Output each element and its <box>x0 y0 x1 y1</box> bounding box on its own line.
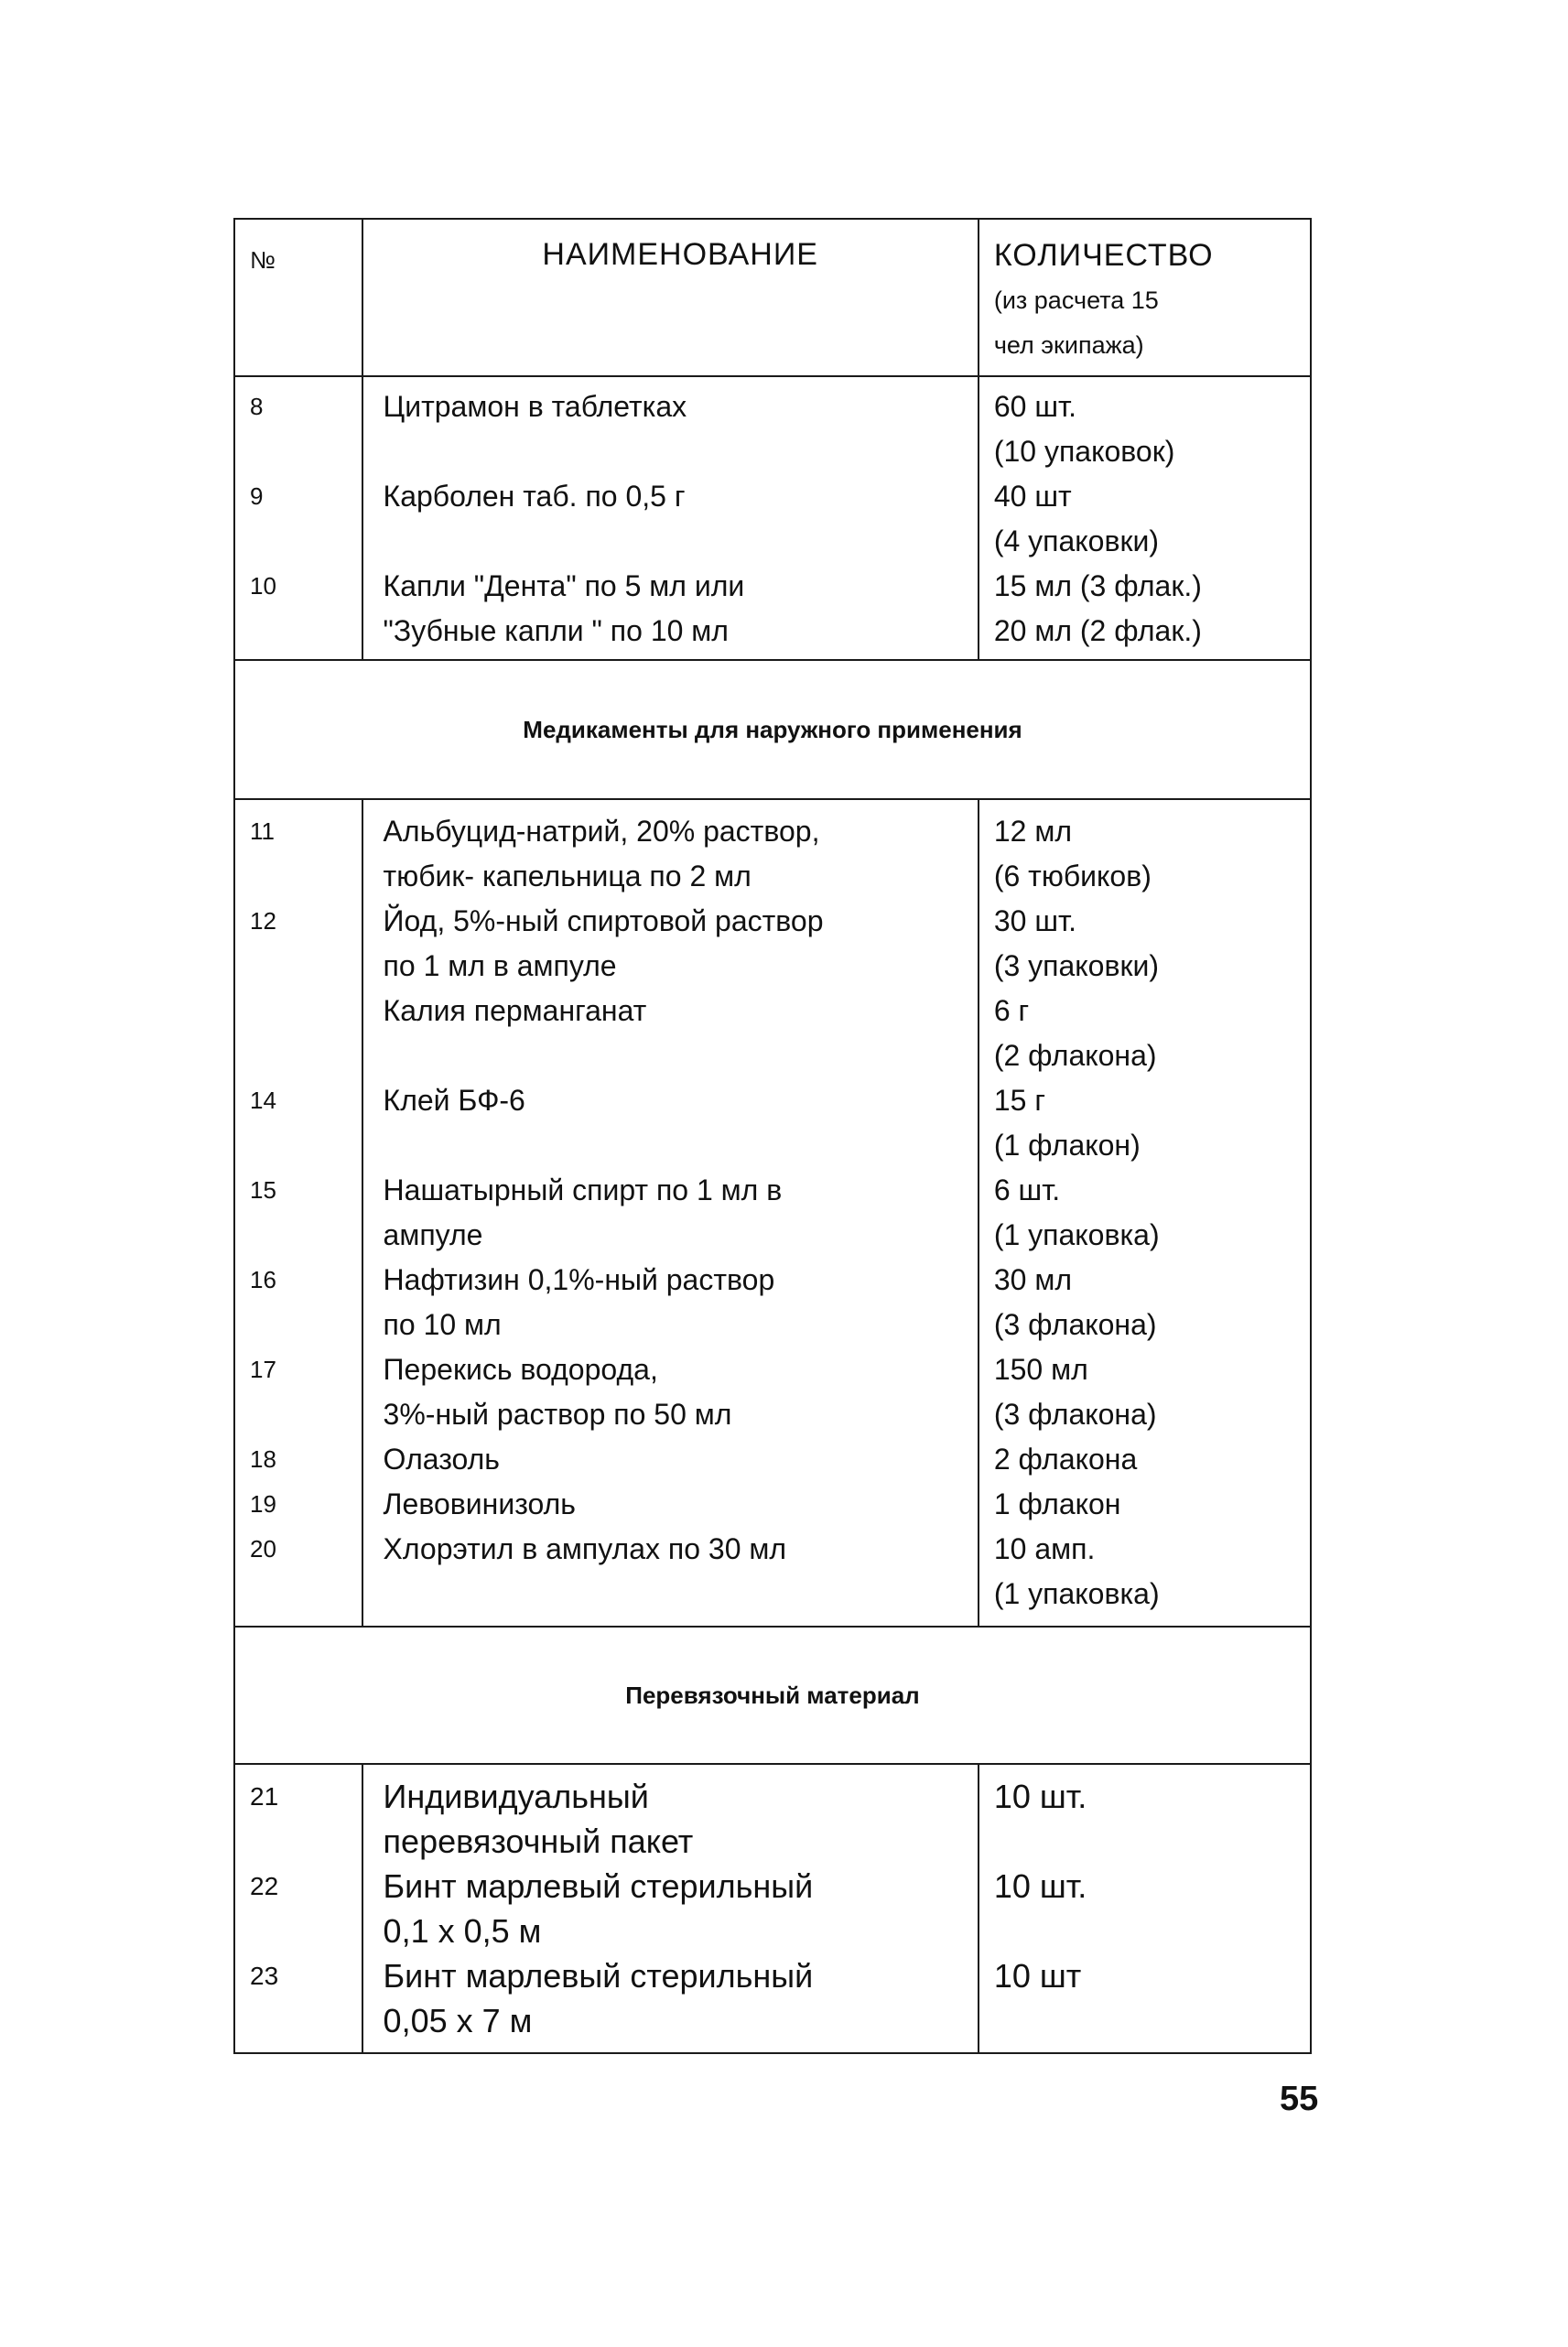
item-name-line <box>384 519 978 564</box>
item-quantity-line: 30 шт. <box>993 904 1076 937</box>
item-name-line: Олазоль <box>383 1443 500 1476</box>
item-number: 22 <box>250 1872 279 1900</box>
item-quantity-line: 15 мл (3 флак.) <box>993 569 1202 602</box>
item-name-line: Калия перманганат <box>383 994 647 1027</box>
item-name-line: Карболен таб. по 0,5 г <box>383 480 686 513</box>
table-header-row <box>234 219 1311 376</box>
item-name-line: Цитрамон в таблетках <box>383 390 687 423</box>
item-quantity-line: 6 шт. <box>993 1174 1061 1206</box>
table-row-group-1 <box>234 376 1311 660</box>
item-number: 19 <box>250 1490 276 1518</box>
item-quantity-line: 12 мл <box>993 815 1072 848</box>
item-quantity-line: (1 упаковка) <box>993 1218 1160 1251</box>
item-quantity-line: (1 упаковка) <box>993 1577 1160 1610</box>
item-quantity-line: 2 флакона <box>993 1443 1138 1476</box>
item-number: 21 <box>250 1782 279 1811</box>
item-number <box>250 1213 362 1258</box>
header-quantity-title: КОЛИЧЕСТВО <box>993 238 1214 273</box>
item-quantity-line: (10 упаковок) <box>993 435 1175 468</box>
item-name-line: Альбуцид-натрий, 20% раствор, <box>383 815 820 848</box>
item-quantity-line: 10 шт. <box>993 1867 1087 1905</box>
item-number <box>250 1303 362 1347</box>
item-number: 14 <box>250 1087 276 1114</box>
item-name-line <box>384 1033 978 1078</box>
section-row-dressing <box>234 1627 1311 1764</box>
item-quantity-line: 10 шт <box>993 1957 1082 1995</box>
item-quantity-line: 6 г <box>993 994 1030 1027</box>
header-quantity <box>979 219 1311 376</box>
item-number: 18 <box>250 1445 276 1473</box>
item-number <box>250 1392 362 1437</box>
item-number: 8 <box>250 393 264 420</box>
item-quantity-line: 1 флакон <box>993 1487 1121 1520</box>
item-quantity-line: (3 флакона) <box>993 1398 1157 1431</box>
item-quantity-line: (1 флакон) <box>993 1129 1141 1162</box>
item-quantity-line: (2 флакона) <box>993 1039 1157 1072</box>
item-name-line: Нашатырный спирт по 1 мл в <box>383 1174 783 1206</box>
item-number <box>250 429 362 474</box>
item-number: 11 <box>250 817 275 845</box>
item-number <box>250 989 362 1033</box>
item-name-line: по 10 мл <box>383 1308 502 1341</box>
item-name-line: Хлорэтил в ампулах по 30 мл <box>383 1532 787 1565</box>
item-name-line: Бинт марлевый стерильный <box>383 1957 814 1995</box>
item-name-line: "Зубные капли " по 10 мл <box>383 614 729 647</box>
quantities-cell <box>979 1764 1311 2053</box>
header-quantity-note-1: (из расчета 15 <box>993 287 1159 314</box>
item-name-line: Нафтизин 0,1%-ный раствор <box>383 1263 775 1296</box>
item-number <box>250 609 362 654</box>
header-name: НАИМЕНОВАНИЕ <box>362 219 979 376</box>
item-number <box>250 1572 362 1617</box>
item-quantity-line: 60 шт. <box>993 390 1076 423</box>
item-number <box>250 854 362 899</box>
item-quantity-line <box>994 1998 1310 2043</box>
item-name-line <box>384 1123 978 1168</box>
item-number: 17 <box>250 1356 276 1383</box>
item-name-line: Индивидуальный <box>383 1778 649 1815</box>
item-quantity-line: 10 шт. <box>993 1778 1087 1815</box>
item-number: 9 <box>250 482 264 510</box>
page-number: 55 <box>1280 2080 1319 2118</box>
quantities-cell <box>979 799 1311 1627</box>
item-number <box>250 1909 362 1953</box>
item-name-line: Йод, 5%-ный спиртовой раствор <box>383 904 824 937</box>
item-number <box>250 1819 362 1864</box>
item-quantity-line: 20 мл (2 флак.) <box>993 614 1202 647</box>
item-number: 10 <box>250 572 276 600</box>
item-number <box>250 944 362 989</box>
item-number <box>250 1998 362 2043</box>
names-cell <box>362 799 979 1627</box>
item-quantity-line: 40 шт <box>993 480 1072 513</box>
section-row-external <box>234 660 1311 799</box>
item-name-line: Бинт марлевый стерильный <box>383 1867 814 1905</box>
item-name-line: по 1 мл в ампуле <box>383 949 617 982</box>
item-name-line: Капли "Дента" по 5 мл или <box>383 569 745 602</box>
quantities-cell <box>979 376 1311 660</box>
item-name-line: Левовинизоль <box>383 1487 576 1520</box>
item-quantity-line: (3 флакона) <box>993 1308 1157 1341</box>
item-quantity-line: 30 мл <box>993 1263 1072 1296</box>
item-name-line: Перекись водорода, <box>383 1353 658 1386</box>
header-number: № <box>234 219 362 376</box>
item-name-line: перевязочный пакет <box>383 1822 694 1860</box>
item-name-line: ампуле <box>383 1218 483 1251</box>
item-quantity-line <box>994 1909 1310 1953</box>
item-number <box>250 519 362 564</box>
numbers-cell <box>234 376 362 660</box>
item-quantity-line: (4 упаковки) <box>993 525 1159 557</box>
item-quantity-line <box>994 1819 1310 1864</box>
section-heading-dressing: Перевязочный материал <box>234 1627 1311 1764</box>
section-heading-external: Медикаменты для наружного применения <box>234 660 1311 799</box>
item-name-line <box>384 1572 978 1617</box>
numbers-cell <box>234 799 362 1627</box>
item-quantity-line: 10 амп. <box>993 1532 1096 1565</box>
names-cell <box>362 376 979 660</box>
table-row-group-3 <box>234 1764 1311 2053</box>
item-number <box>250 1123 362 1168</box>
item-name-line <box>384 429 978 474</box>
table-row-group-2 <box>234 799 1311 1627</box>
item-number: 23 <box>250 1962 279 1990</box>
item-name-line: Клей БФ-6 <box>383 1084 525 1117</box>
item-quantity-line: 15 г <box>993 1084 1045 1117</box>
names-cell <box>362 1764 979 2053</box>
numbers-cell <box>234 1764 362 2053</box>
item-number: 20 <box>250 1535 276 1563</box>
item-number: 12 <box>250 907 276 935</box>
header-quantity-note-2: чел экипажа) <box>993 331 1144 359</box>
medication-table <box>233 218 1312 2054</box>
item-quantity-line: (6 тюбиков) <box>993 860 1152 892</box>
item-quantity-line: 150 мл <box>993 1353 1088 1386</box>
item-number <box>250 1033 362 1078</box>
item-name-line: 0,1 x 0,5 м <box>383 1912 542 1950</box>
item-name-line: 0,05 x 7 м <box>383 2002 533 2039</box>
item-number: 16 <box>250 1266 276 1293</box>
item-number: 15 <box>250 1176 276 1204</box>
item-name-line: тюбик- капельница по 2 мл <box>383 860 752 892</box>
item-name-line: 3%-ный раствор по 50 мл <box>383 1398 732 1431</box>
item-quantity-line: (3 упаковки) <box>993 949 1159 982</box>
